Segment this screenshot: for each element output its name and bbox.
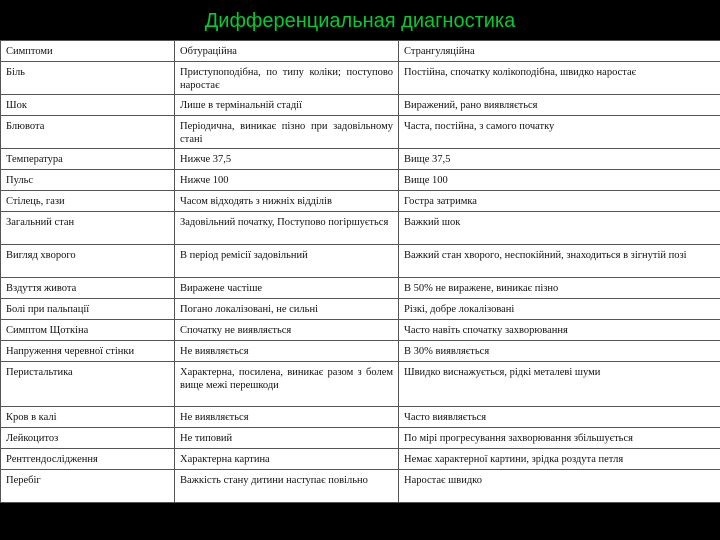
strangulation-cell: Вище 100: [399, 170, 720, 191]
symptom-cell: Стілець, гази: [1, 191, 175, 212]
obturation-cell: Спочатку не виявляється: [175, 320, 399, 341]
strangulation-cell: Важкий шок: [399, 212, 720, 245]
obturation-cell: Не типовий: [175, 428, 399, 449]
strangulation-cell: Часто виявляється: [399, 407, 720, 428]
table-row: [1, 245, 720, 278]
symptom-cell: Перебіг: [1, 470, 175, 503]
symptom-cell: Напруження черевної стінки: [1, 341, 175, 362]
symptom-cell: Перистальтика: [1, 362, 175, 407]
strangulation-cell: Часта, постійна, з самого початку: [399, 116, 720, 149]
obturation-cell: Не виявляється: [175, 341, 399, 362]
obturation-cell: Характерна, посилена, виникає разом з болем вище межі перешкоди: [175, 362, 399, 407]
table-row: [1, 212, 720, 245]
header-obturation: Обтураційна: [175, 41, 399, 62]
header-strangulation: Странгуляційна: [399, 41, 720, 62]
table-row: [1, 62, 720, 95]
table-row: [1, 170, 720, 191]
strangulation-cell: Швидко виснажується, рідкі металеві шуми: [399, 362, 720, 407]
obturation-cell: Погано локалізовані, не сильні: [175, 299, 399, 320]
symptom-cell: Пульс: [1, 170, 175, 191]
obturation-cell: Часом відходять з нижніх відділів: [175, 191, 399, 212]
obturation-cell: Важкість стану дитини наступає повільно: [175, 470, 399, 503]
slide-title: Дифференциальная диагностика: [204, 10, 516, 32]
symptom-cell: Кров в калі: [1, 407, 175, 428]
table-row: [1, 470, 720, 503]
strangulation-cell: Різкі, добре локалізовані: [399, 299, 720, 320]
obturation-cell: Приступоподібна, по типу коліки; поступово наростає: [175, 62, 399, 95]
symptom-cell: Шок: [1, 95, 175, 116]
obturation-cell: Не виявляється: [175, 407, 399, 428]
strangulation-cell: Немає характерної картини, зрідка роздута петля: [399, 449, 720, 470]
symptom-cell: Блювота: [1, 116, 175, 149]
obturation-cell: Лише в термінальній стадії: [175, 95, 399, 116]
strangulation-cell: В 50% не виражене, виникає пізно: [399, 278, 720, 299]
table-row: [1, 149, 720, 170]
obturation-cell: В період ремісії задовільний: [175, 245, 399, 278]
header-symptoms: Симптоми: [1, 41, 175, 62]
obturation-cell: Задовільний початку, Поступово погіршується: [175, 212, 399, 245]
strangulation-cell: В 30% виявляється: [399, 341, 720, 362]
symptom-cell: Загальний стан: [1, 212, 175, 245]
table-header-row: [1, 41, 720, 62]
obturation-cell: Виражене частіше: [175, 278, 399, 299]
table-row: [1, 407, 720, 428]
table-row: [1, 428, 720, 449]
obturation-cell: Характерна картина: [175, 449, 399, 470]
strangulation-cell: По мірі прогресування захворювання збільшується: [399, 428, 720, 449]
symptom-cell: Рентгендослідження: [1, 449, 175, 470]
strangulation-cell: Часто навіть спочатку захворювання: [399, 320, 720, 341]
table-row: [1, 320, 720, 341]
symptom-cell: Вигляд хворого: [1, 245, 175, 278]
strangulation-cell: Наростає швидко: [399, 470, 720, 503]
table-row: [1, 191, 720, 212]
table-row: [1, 449, 720, 470]
table-row: [1, 116, 720, 149]
symptom-cell: Вздуття живота: [1, 278, 175, 299]
obturation-cell: Періодична, виникає пізно при задовільному стані: [175, 116, 399, 149]
strangulation-cell: Важкий стан хворого, неспокійний, знаходиться в зігнутій позі: [399, 245, 720, 278]
symptom-cell: Симптом Щоткіна: [1, 320, 175, 341]
strangulation-cell: Виражений, рано виявляється: [399, 95, 720, 116]
symptom-cell: Біль: [1, 62, 175, 95]
table-row: [1, 95, 720, 116]
strangulation-cell: Вище 37,5: [399, 149, 720, 170]
table-row: [1, 341, 720, 362]
symptom-cell: Температура: [1, 149, 175, 170]
table-row: [1, 362, 720, 407]
strangulation-cell: Постійна, спочатку колікоподібна, швидко наростає: [399, 62, 720, 95]
obturation-cell: Нижче 100: [175, 170, 399, 191]
table-row: [1, 278, 720, 299]
strangulation-cell: Гостра затримка: [399, 191, 720, 212]
symptom-cell: Болі при пальпації: [1, 299, 175, 320]
diagnosis-table: [0, 40, 720, 503]
obturation-cell: Нижче 37,5: [175, 149, 399, 170]
symptom-cell: Лейкоцитоз: [1, 428, 175, 449]
table-row: [1, 299, 720, 320]
